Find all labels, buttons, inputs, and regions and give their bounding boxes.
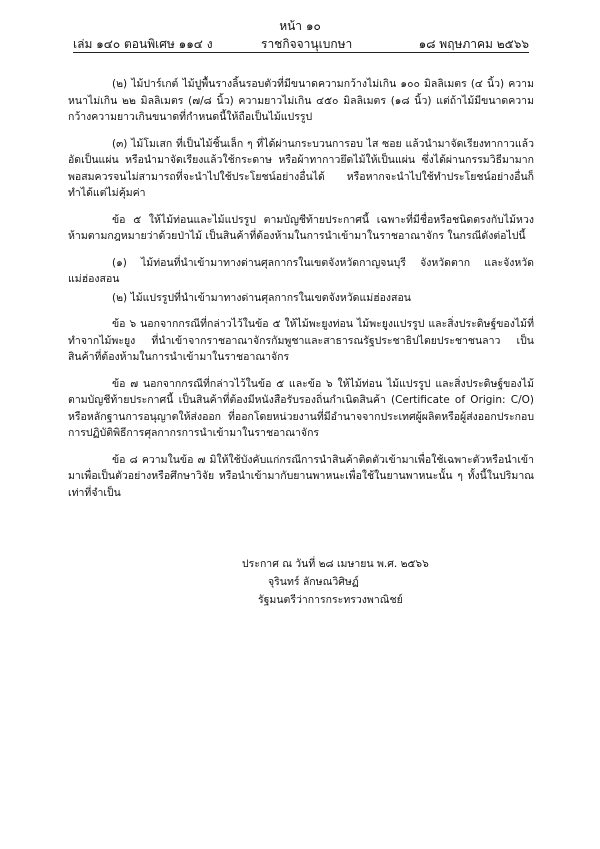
signatory-title: รัฐมนตรีว่าการกระทรวงพาณิชย์ [258, 594, 403, 606]
page-number: หน้า ๑๐ [279, 19, 321, 33]
paragraph-clause-5: ข้อ ๕ ให้ไม้ท่อนและไม้แปรรูป ตามบัญชีท้ายประกาศนี้ เฉพาะที่มีชื่อหรือชนิดตรงกับไม้หวงห้ามตามกฎหมายว่าด้วยป่าไม้ เป็นสินค้าที่ต้องห้ามในการนำเข้ามาในราชอาณาจักร ในกรณีดังต่อไปนี้ [68, 213, 534, 242]
header-divider [73, 52, 529, 53]
paragraph-parquet: (๒) ไม้ปาร์เกต์ ไม้ปูพื้นรางลิ้นรอบตัวที่มีขนาดความกว้างไม่เกิน ๑๐๐ มิลลิเมตร (๔ นิ้ว) ความหนาไม่เกิน ๒๒ มิลลิเมตร (๗/๘ นิ้ว) ความยาวไม่เกิน ๔๕๐ มิลลิเมตร (๑๘ นิ้ว) แต่ถ้าไม้มีขนาดความกว้างความยาวเกินขนาดที่กำหนดนี้ให้ถือเป็นไม้แปรรูป [68, 78, 534, 123]
publication-name: ราชกิจจานุเบกษา [261, 37, 353, 51]
paragraph-clause-5-item-1: (๑) ไม้ท่อนที่นำเข้ามาทางด่านศุลกากรในเขตจังหวัดกาญจนบุรี จังหวัดตาก และจังหวัดแม่ฮ่องสอน [68, 256, 534, 285]
paragraph-clause-7: ข้อ ๗ นอกจากกรณีที่กล่าวไว้ในข้อ ๕ และข้อ ๖ ให้ไม้ท่อน ไม้แปรรูป และสิ่งประดิษฐ์ของไม้ตามบัญชีท้ายประกาศนี้ เป็นสินค้าที่ต้องมีหนังสือรับรองถิ่นกำเนิดสินค้า (Certificate of Origin: C/O) หรือหลักฐานการอนุญาตให้ส่งออก ที่ออกโดยหน่วยงานที่มีอำนาจจากประเทศผู้ผลิตหรือผู้ส่งออกประกอบการปฏิบัติพิธีการศุลกากรการนำเข้ามาในราชอาณาจักร [68, 377, 534, 439]
paragraph-clause-5-item-2: (๒) ไม้แปรรูปที่นำเข้ามาทางด่านศุลกากรในเขตจังหวัดแม่ฮ่องสอน [112, 291, 411, 304]
paragraph-clause-6: ข้อ ๖ นอกจากกรณีที่กล่าวไว้ในข้อ ๕ ให้ไม้พะยูงท่อน ไม้พะยูงแปรรูป และสิ่งประดิษฐ์ของไม้ที่ทำจากไม้พะยูง ที่นำเข้าจากราชอาณาจักรกัมพูชาและสาธารณรัฐประชาธิปไตยประชาชนลาว เป็นสินค้าที่ต้องห้ามในการนำเข้ามาในราชอาณาจักร [68, 318, 534, 363]
volume-issue: เล่ม ๑๔๐ ตอนพิเศษ ๑๑๔ ง [73, 37, 213, 51]
paragraph-clause-8: ข้อ ๘ ความในข้อ ๗ มิให้ใช้บังคับแก่กรณีการนำสินค้าติดตัวเข้ามาเพื่อใช้เฉพาะตัวหรือนำเข้ามาเพื่อเป็นตัวอย่างหรือศึกษาวิจัย หรือนำเข้ามากับยานพาหนะเพื่อใช้ในยานพาหนะนั้น ๆ ทั้งนี้ในปริมาณเท่าที่จำเป็น [68, 453, 534, 499]
document-body [68, 76, 534, 511]
publication-date: ๑๘ พฤษภาคม ๒๕๖๖ [418, 37, 529, 51]
paragraph-mosaic: (๓) ไม้โมเสก ที่เป็นไม้ชิ้นเล็ก ๆ ที่ได้ผ่านกระบวนการอบ ไส ซอย แล้วนำมาจัดเรียงทากาวแล้วอัดเป็นแผ่น หรือนำมาจัดเรียงแล้วใช้กระดาษ หรือผ้าทากาวยึดไม้ให้เป็นแผ่น ซึ่งได้ผ่านกรรมวิธีมามากพอสมควรจนไม่สามารถที่จะนำไปใช้ประโยชน์อย่างอื่นได้ หรือหากจะนำไปใช้ทำประโยชน์อย่างอื่นก็ทำได้แต่ไม่คุ้มค่า [68, 137, 534, 199]
signatory-name: จุรินทร์ ลักษณวิศิษฏ์ [268, 576, 359, 588]
gazette-header [73, 35, 529, 51]
signature-block [242, 555, 542, 609]
announcement-date: ประกาศ ณ วันที่ ๒๘ เมษายน พ.ศ. ๒๕๖๖ [242, 558, 429, 570]
